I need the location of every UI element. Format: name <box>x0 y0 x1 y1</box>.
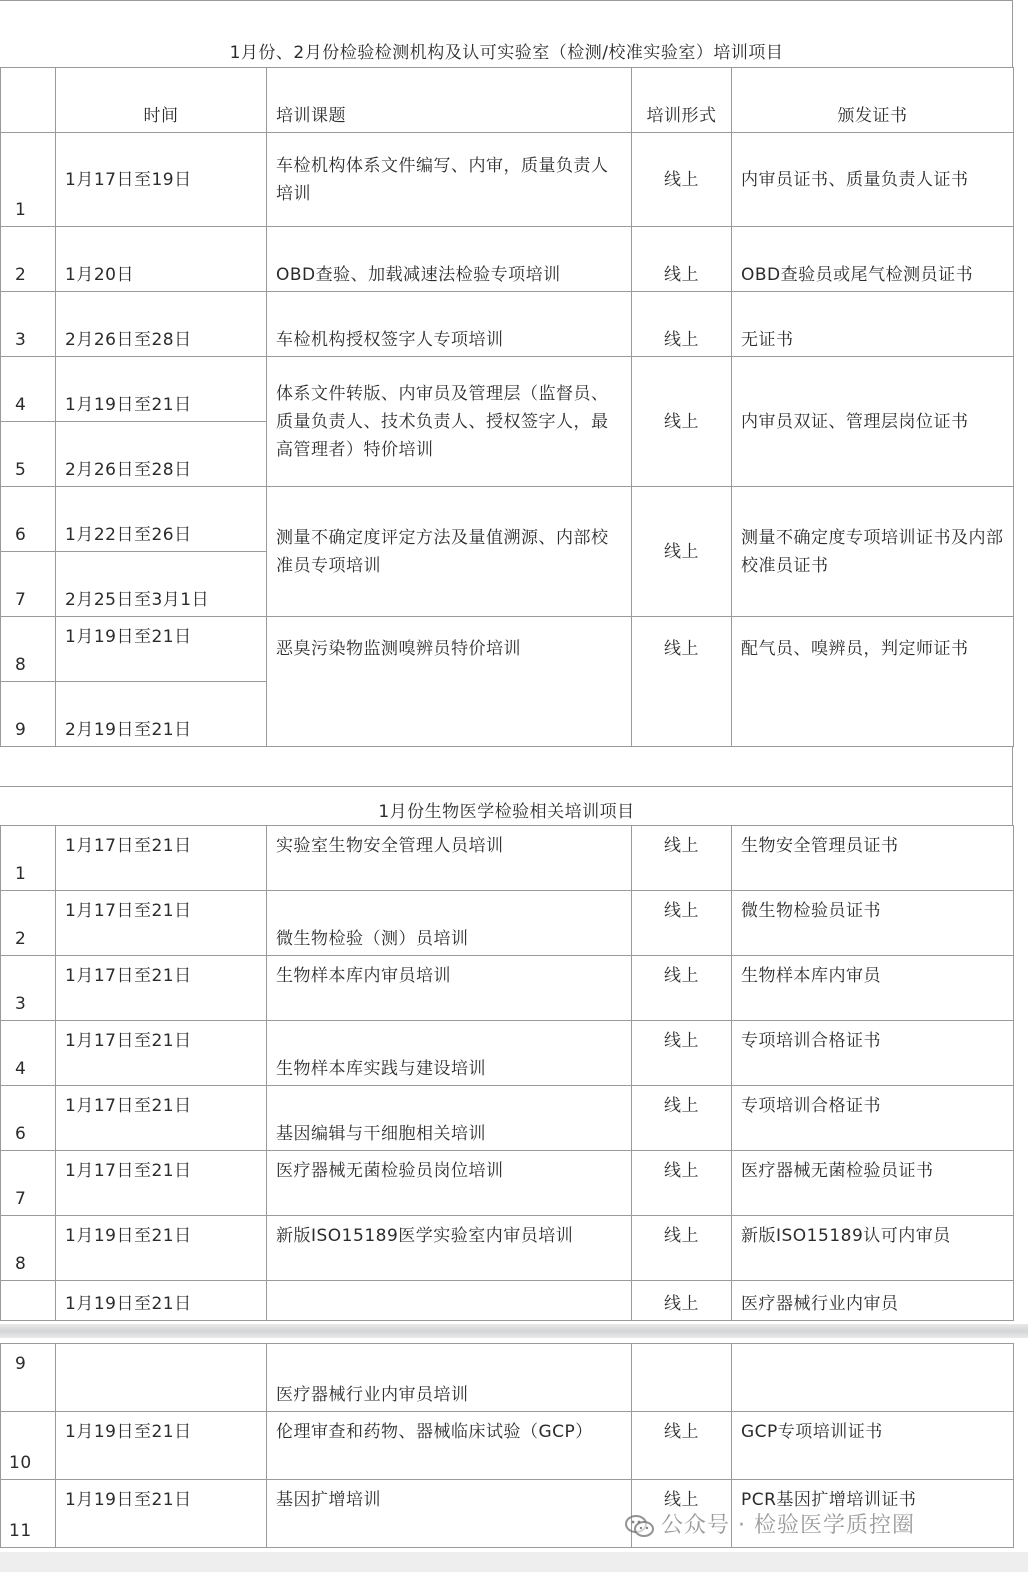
row-format: 线上 <box>632 956 732 1021</box>
table-row <box>1 1021 1014 1086</box>
watermark-text: 公众号 · 检验医学质控圈 <box>661 1513 915 1538</box>
row-topic: 生物样本库实践与建设培训 <box>267 1021 632 1086</box>
row-time: 1月17日至21日 <box>56 1021 267 1086</box>
row-no: 3 <box>1 292 56 357</box>
row-time: 1月19日至21日 <box>56 617 267 682</box>
row-format: 线上 <box>632 357 732 487</box>
row-no: 2 <box>1 227 56 292</box>
row-topic: 实验室生物安全管理人员培训 <box>267 826 632 891</box>
row-topic: 测量不确定度评定方法及量值溯源、内部校准员专项培训 <box>267 487 632 617</box>
row-no: 8 <box>1 617 56 682</box>
table-row <box>1 357 1014 422</box>
row-topic: 基因扩增培训 <box>267 1480 632 1548</box>
wechat-icon <box>625 1514 655 1538</box>
table-row <box>1 1151 1014 1216</box>
row-time: 1月17日至21日 <box>56 1086 267 1151</box>
row-topic: 车检机构体系文件编写、内审，质量负责人培训 <box>267 133 632 227</box>
row-topic: 新版ISO15189医学实验室内审员培训 <box>267 1216 632 1281</box>
row-time: 1月17日至21日 <box>56 891 267 956</box>
row-format: 线上 <box>632 1086 732 1151</box>
row-time: 1月17日至21日 <box>56 956 267 1021</box>
bottom-band <box>0 1552 1028 1572</box>
row-topic: 医疗器械行业内审员培训 <box>267 1344 632 1412</box>
row-topic <box>267 1281 632 1321</box>
row-cert: 新版ISO15189认可内审员 <box>732 1216 1014 1281</box>
row-cert: GCP专项培训证书 <box>732 1412 1014 1480</box>
header-topic: 培训课题 <box>267 68 632 133</box>
row-time: 1月22日至26日 <box>56 487 267 552</box>
row-cert: 医疗器械无菌检验员证书 <box>732 1151 1014 1216</box>
row-cert: OBD查验员或尾气检测员证书 <box>732 227 1014 292</box>
row-cert: 内审员证书、质量负责人证书 <box>732 133 1014 227</box>
row-format: 线上 <box>632 1281 732 1321</box>
row-format: 线上 <box>632 1021 732 1086</box>
table-row <box>1 1216 1014 1281</box>
row-topic: 基因编辑与干细胞相关培训 <box>267 1086 632 1151</box>
row-cert: 专项培训合格证书 <box>732 1086 1014 1151</box>
row-no: 10 <box>1 1412 56 1480</box>
header-time: 时间 <box>56 68 267 133</box>
row-topic: 伦理审查和药物、器械临床试验（GCP） <box>267 1412 632 1480</box>
row-time: 2月26日至28日 <box>56 292 267 357</box>
row-cert: 生物样本库内审员 <box>732 956 1014 1021</box>
row-cert: 配气员、嗅辨员，判定师证书 <box>732 617 1014 747</box>
table-row <box>1 1344 1014 1412</box>
row-format: 线上 <box>632 1480 732 1548</box>
page-seam <box>0 1324 1028 1338</box>
row-time: 1月17日至19日 <box>56 133 267 227</box>
row-time: 1月19日至21日 <box>56 1480 267 1548</box>
row-topic: 体系文件转版、内审员及管理层（监督员、质量负责人、技术负责人、授权签字人，最高管理者）特价培训 <box>267 357 632 487</box>
row-no: 1 <box>1 133 56 227</box>
row-no: 4 <box>1 1021 56 1086</box>
row-time: 1月19日至21日 <box>56 357 267 422</box>
row-format: 线上 <box>632 227 732 292</box>
row-cert <box>732 1344 1014 1412</box>
row-no: 8 <box>1 1216 56 1281</box>
row-time <box>56 1344 267 1412</box>
row-topic: 医疗器械无菌检验员岗位培训 <box>267 1151 632 1216</box>
header-no <box>1 68 56 133</box>
row-format: 线上 <box>632 292 732 357</box>
divider <box>0 786 1013 787</box>
row-cert: 微生物检验员证书 <box>732 891 1014 956</box>
row-format: 线上 <box>632 617 732 747</box>
header-cert: 颁发证书 <box>732 68 1014 133</box>
row-time: 1月19日至21日 <box>56 1281 267 1321</box>
row-topic: 生物样本库内审员培训 <box>267 956 632 1021</box>
row-no: 11 <box>1 1480 56 1548</box>
row-time: 2月26日至28日 <box>56 422 267 487</box>
row-no: 3 <box>1 956 56 1021</box>
table-row <box>1 956 1014 1021</box>
row-format: 线上 <box>632 1151 732 1216</box>
row-format: 线上 <box>632 1412 732 1480</box>
table-header-row <box>1 68 1014 133</box>
row-time: 1月19日至21日 <box>56 1216 267 1281</box>
row-cert: 专项培训合格证书 <box>732 1021 1014 1086</box>
row-time: 1月19日至21日 <box>56 1412 267 1480</box>
row-topic: OBD查验、加载减速法检验专项培训 <box>267 227 632 292</box>
watermark <box>625 1508 915 1539</box>
row-no: 6 <box>1 487 56 552</box>
header-format: 培训形式 <box>632 68 732 133</box>
table-row <box>1 891 1014 956</box>
row-cert: 无证书 <box>732 292 1014 357</box>
row-time: 1月20日 <box>56 227 267 292</box>
section1-table <box>0 67 1014 747</box>
row-format: 线上 <box>632 133 732 227</box>
table-row <box>1 1412 1014 1480</box>
table-row <box>1 292 1014 357</box>
row-time: 2月19日至21日 <box>56 682 267 747</box>
row-cert: 测量不确定度专项培训证书及内部校准员证书 <box>732 487 1014 617</box>
top-border <box>0 0 1013 1</box>
row-format <box>632 1344 732 1412</box>
row-format: 线上 <box>632 487 732 617</box>
row-no: 4 <box>1 357 56 422</box>
row-format: 线上 <box>632 891 732 956</box>
table-row <box>1 826 1014 891</box>
section2-title: 1月份生物医学检验相关培训项目 <box>378 802 635 822</box>
row-time: 1月17日至21日 <box>56 1151 267 1216</box>
row-cert: 生物安全管理员证书 <box>732 826 1014 891</box>
row-no: 9 <box>1 682 56 747</box>
row-time: 2月25日至3月1日 <box>56 552 267 617</box>
section1-title: 1月份、2月份检验检测机构及认可实验室（检测/校准实验室）培训项目 <box>229 43 784 63</box>
table-row <box>1 227 1014 292</box>
row-no: 7 <box>1 552 56 617</box>
table-row <box>1 133 1014 227</box>
row-no: 7 <box>1 1151 56 1216</box>
row-cert: PCR基因扩增培训证书 <box>732 1480 1014 1548</box>
row-cert: 内审员双证、管理层岗位证书 <box>732 357 1014 487</box>
row-no: 2 <box>1 891 56 956</box>
row-topic: 恶臭污染物监测嗅辨员特价培训 <box>267 617 632 747</box>
row-no: 6 <box>1 1086 56 1151</box>
row-time: 1月17日至21日 <box>56 826 267 891</box>
row-cert: 医疗器械行业内审员 <box>732 1281 1014 1321</box>
row-topic: 微生物检验（测）员培训 <box>267 891 632 956</box>
table-row <box>1 1086 1014 1151</box>
section2-table <box>0 825 1014 1321</box>
row-no: 9 <box>1 1344 56 1412</box>
row-no: 1 <box>1 826 56 891</box>
row-format: 线上 <box>632 1216 732 1281</box>
table-row <box>1 1281 1014 1321</box>
table-row <box>1 617 1014 682</box>
table-row <box>1 487 1014 552</box>
row-topic: 车检机构授权签字人专项培训 <box>267 292 632 357</box>
row-format: 线上 <box>632 826 732 891</box>
row-no: 5 <box>1 422 56 487</box>
row-no <box>1 1281 56 1321</box>
